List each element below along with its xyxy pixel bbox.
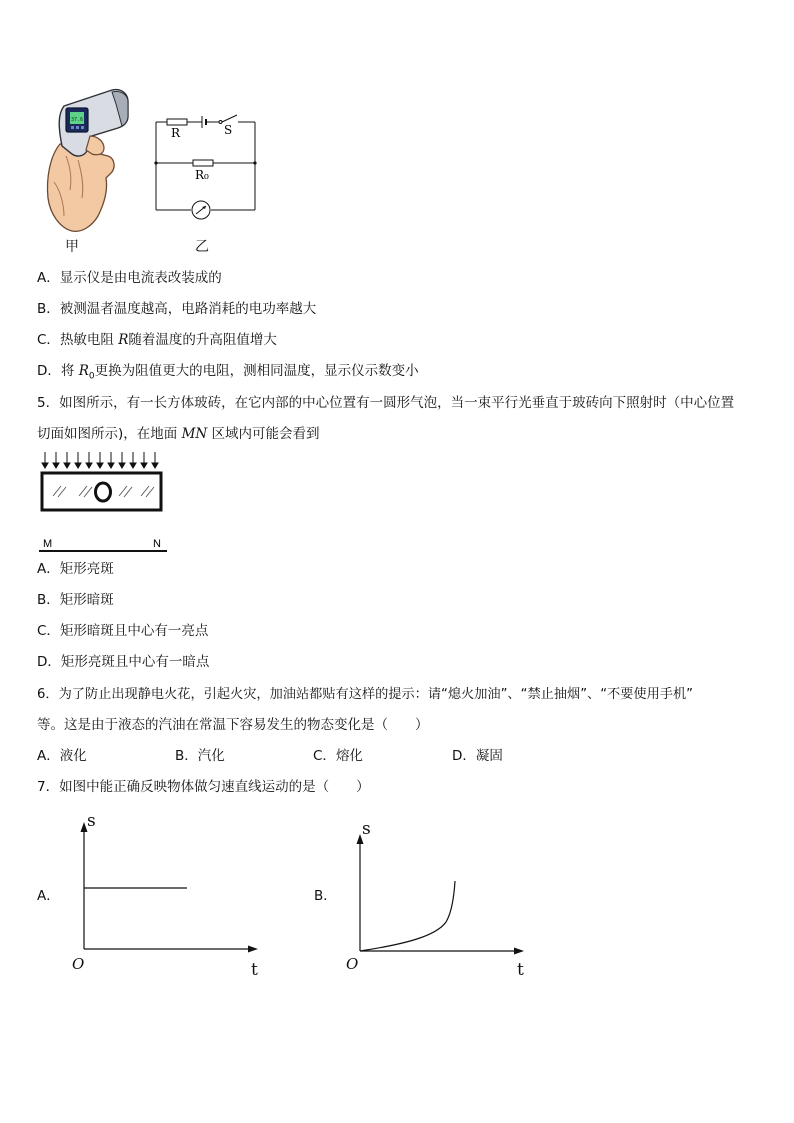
label-n: N: [153, 538, 161, 550]
option-variable: R: [118, 332, 129, 348]
q4-option-b: [37, 303, 316, 317]
label-r: R: [171, 126, 181, 140]
option-letter: D．: [452, 748, 476, 764]
graph-a-x-label: t: [251, 960, 258, 980]
thermometer-display: 37.6: [70, 117, 84, 123]
resistor-r: [167, 119, 187, 125]
option-letter: B．: [175, 748, 198, 764]
option-text: 液化: [59, 748, 87, 764]
q5-line2-variable: MN: [181, 426, 208, 442]
q5-stem-line1: 5．如图所示，有一长方体玻砖，在它内部的中心位置有一圆形气泡，当一束平行光垂直于玻砖向下照射时（中心位置: [37, 395, 735, 411]
label-m: M: [43, 538, 53, 550]
option-letter: D．: [37, 363, 61, 379]
q6-option-c: [313, 750, 363, 764]
q4-option-c: [37, 334, 277, 348]
resistor-r0: [193, 160, 213, 166]
q6-option-d: [452, 750, 503, 764]
option-text: 矩形亮斑: [59, 561, 114, 577]
option-text-after: 更换为阻值更大的电阻，测相同温度，显示仪示数变小: [94, 363, 419, 379]
q5-option-d: [37, 656, 209, 670]
option-text-before: 将: [60, 363, 79, 379]
option-variable: R: [78, 363, 89, 379]
option-letter: A．: [37, 561, 60, 577]
label-s: S: [224, 123, 233, 137]
light-rays: [42, 452, 158, 468]
label-r0: R₀: [195, 168, 209, 182]
option-letter: A．: [37, 270, 60, 286]
option-text-after: 随着温度的升高阻值增大: [128, 332, 277, 348]
option-text: 矩形暗斑且中心有一亮点: [59, 623, 209, 639]
option-text: 矩形暗斑: [59, 592, 114, 608]
option-letter: B．: [37, 301, 60, 317]
q7-stem: 7．如图中能正确反映物体做匀速直线运动的是（ ）: [37, 779, 370, 795]
option-text: 熔化: [335, 748, 363, 764]
option-text: 显示仪是由电流表改装成的: [59, 270, 222, 286]
switch-s: [222, 115, 237, 122]
graph-b-y-label: s: [362, 819, 371, 839]
q5-stem-line2: [37, 428, 320, 442]
q6-option-b: [175, 750, 225, 764]
q6-stem-line2: 等。这是由于液态的汽油在常温下容易发生的物态变化是（ ）: [37, 717, 429, 733]
graph-a-y-label: s: [87, 811, 96, 831]
q5-option-b: [37, 594, 114, 608]
q5-option-a: [37, 563, 114, 577]
q5-line2-before: 切面如图所示)，在地面: [37, 426, 182, 442]
q4-option-a: [37, 272, 222, 286]
graph-b-x-label: t: [517, 960, 524, 980]
option-letter: C．: [37, 332, 60, 348]
graph-b-letter: B．: [314, 888, 337, 904]
option-text: 汽化: [197, 748, 225, 764]
thermometer-hand-illustration: [42, 86, 137, 236]
glass-brick-diagram: [35, 452, 175, 562]
option-text: 被测温者温度越高，电路消耗的电功率越大: [59, 301, 317, 317]
option-letter: A．: [37, 748, 60, 764]
q5-option-c: [37, 625, 208, 639]
fig-yi-caption: 乙: [195, 239, 209, 255]
q6-stem-line1: 6．为了防止出现静电火花，引起火灾，加油站都贴有这样的提示：请“熄火加油”、“禁止抽烟”、“不要使用手机”: [37, 687, 694, 702]
graph-a-axes: [60, 812, 260, 982]
air-bubble: [96, 483, 111, 501]
option-text: 凝固: [475, 748, 503, 764]
graph-a-origin: O: [72, 955, 85, 973]
graph-a-letter: A．: [37, 888, 60, 904]
option-letter: D．: [37, 654, 61, 670]
q4-option-d: [37, 365, 419, 382]
graph-b-curve: [360, 881, 455, 951]
option-text: 矩形亮斑且中心有一暗点: [60, 654, 210, 670]
option-letter: B．: [37, 592, 60, 608]
graph-b-origin: O: [346, 955, 359, 973]
option-text-before: 热敏电阻: [59, 332, 119, 348]
q6-option-a: [37, 750, 87, 764]
option-letter: C．: [313, 748, 336, 764]
q5-line2-after: 区域内可能会看到: [207, 426, 320, 442]
option-letter: C．: [37, 623, 60, 639]
fig-jia-caption: 甲: [65, 239, 79, 255]
circuit-diagram: [151, 113, 261, 211]
option-subscript: 0: [88, 371, 95, 382]
